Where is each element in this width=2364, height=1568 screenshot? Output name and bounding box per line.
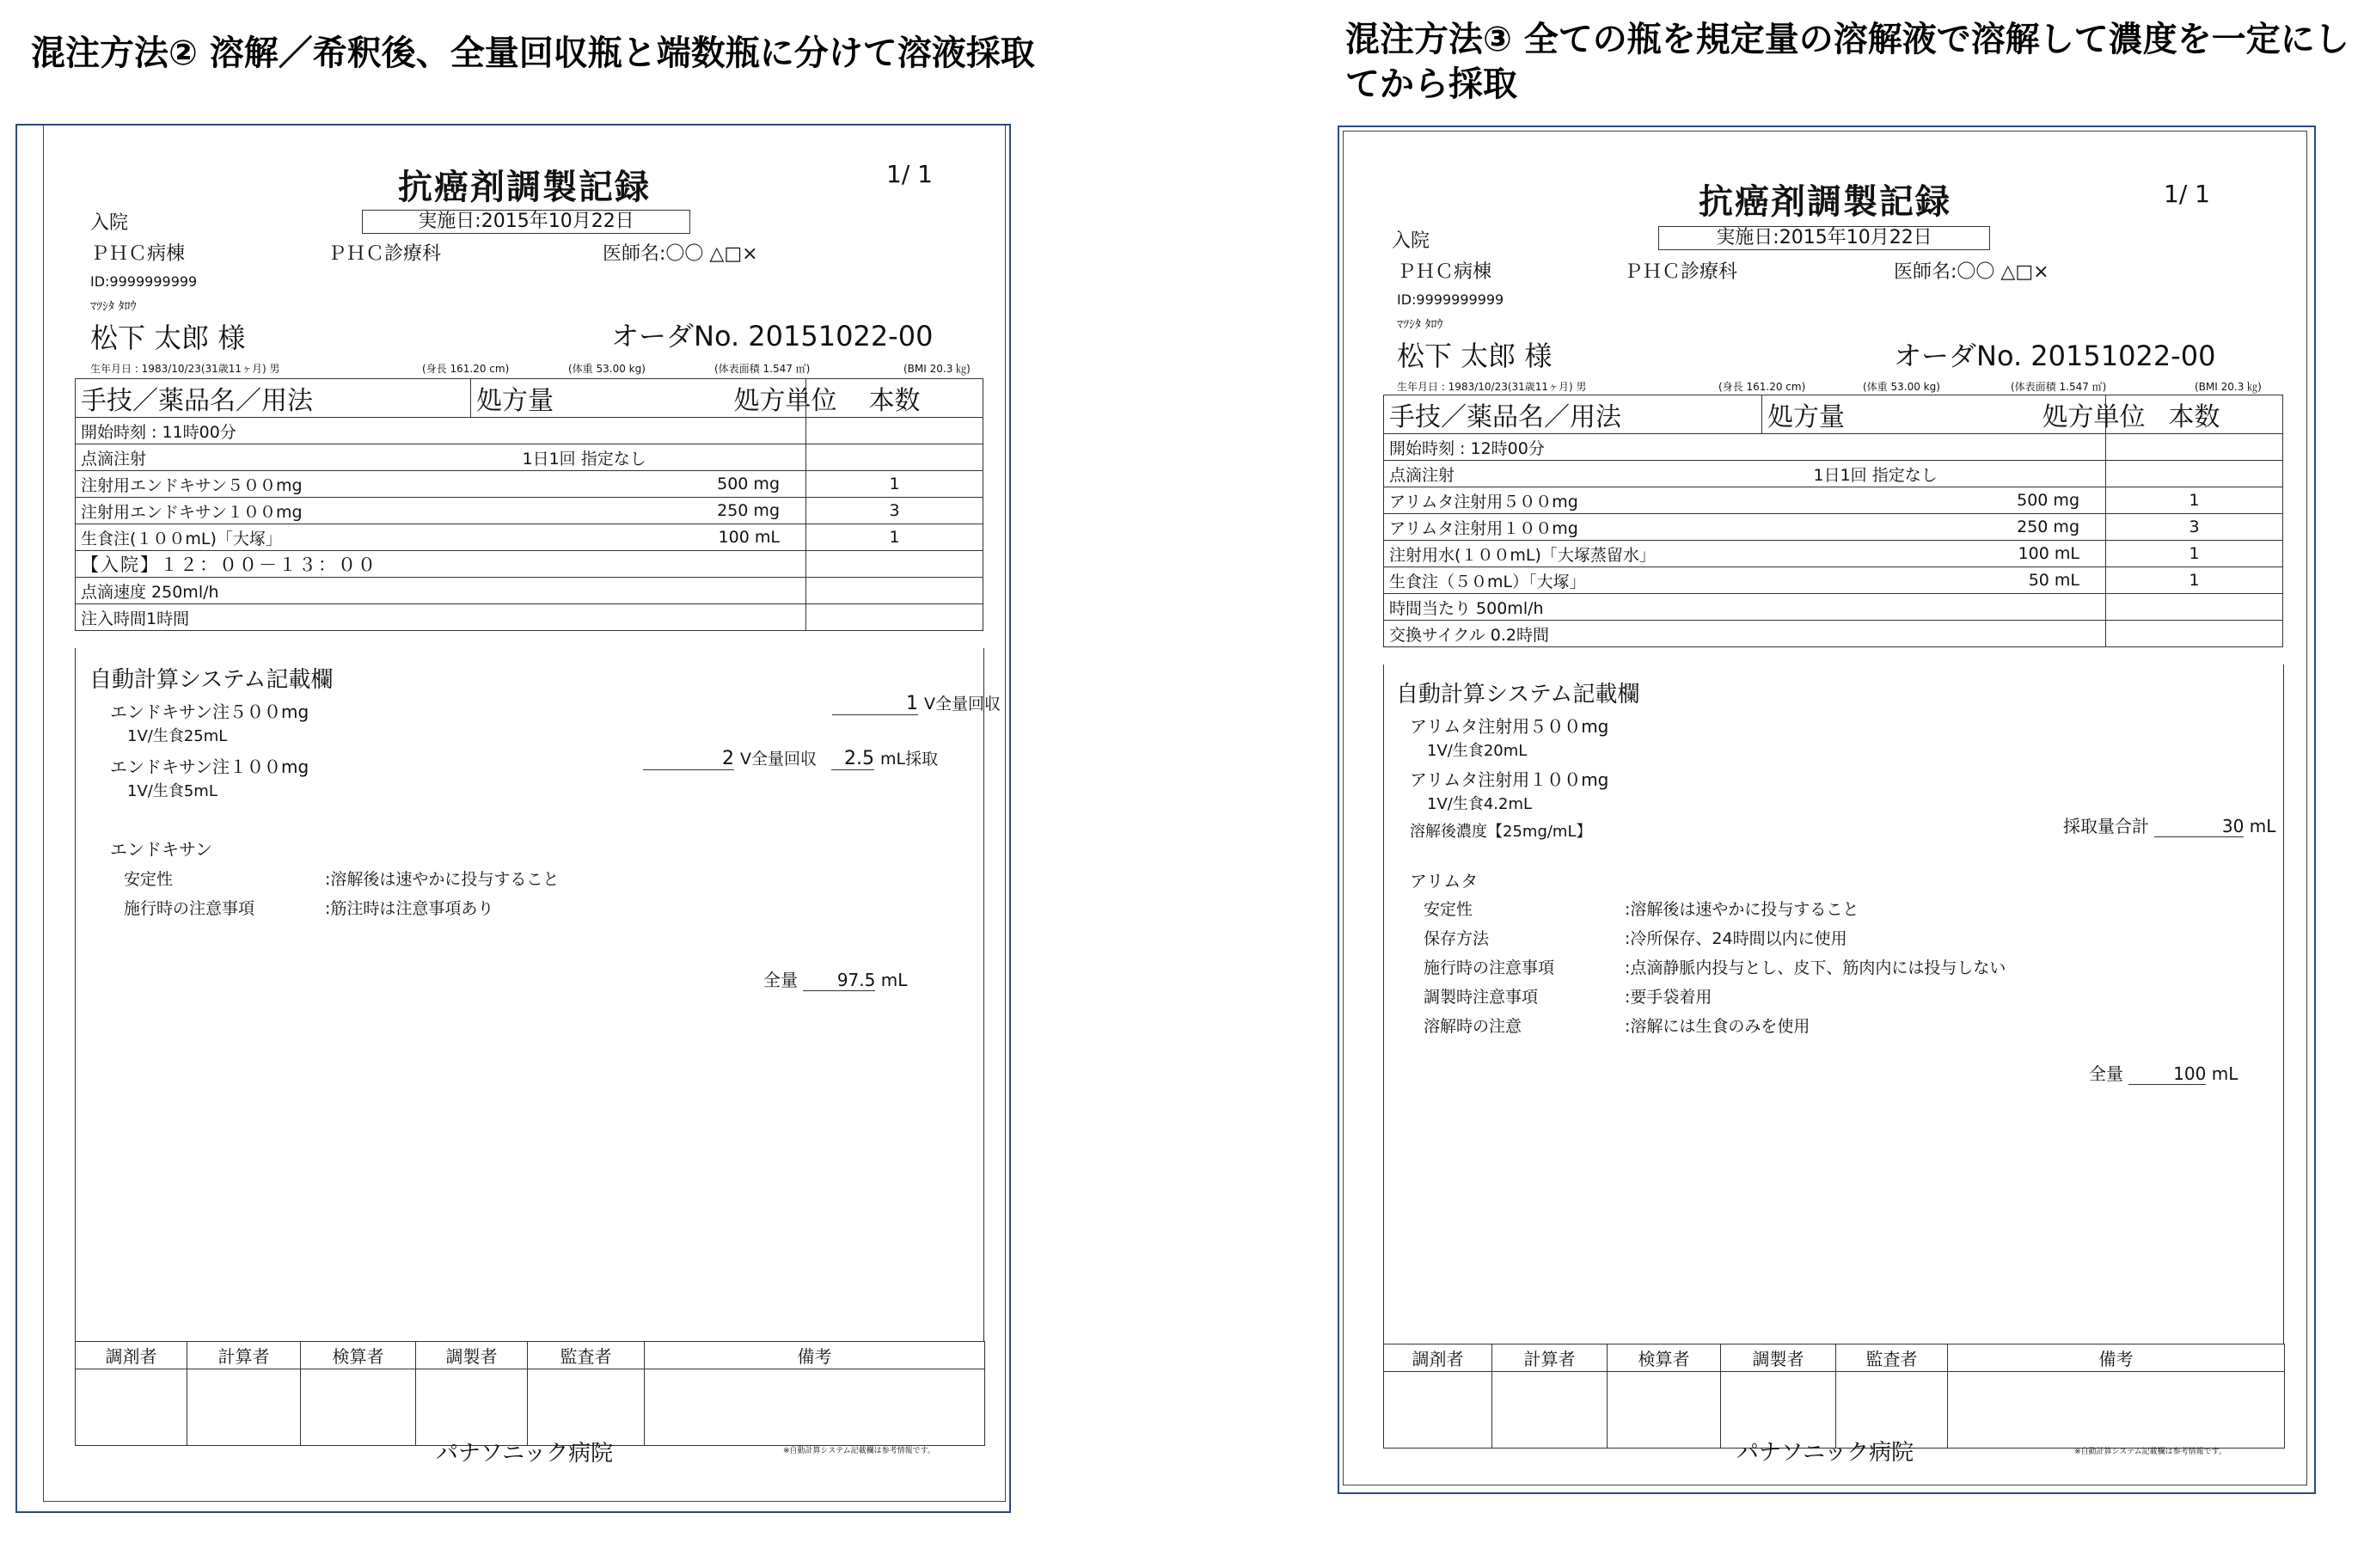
header-count: 本数 xyxy=(2106,395,2283,434)
drug-name: エンドキサン xyxy=(110,839,212,860)
auto-calculation-section xyxy=(1383,665,2284,1344)
signature-header: 備考 xyxy=(1948,1344,2285,1372)
signature-header: 調製者 xyxy=(416,1342,528,1369)
table-row: 点滴注射 1日1回 指定なし xyxy=(1384,461,2283,487)
table-row: 生食注（５０mL）「大塚」 50 mL 1 xyxy=(1384,567,2283,594)
header-quantity: 処方量 xyxy=(471,379,729,418)
table-row: 交換サイクル 0.2時間 xyxy=(1384,621,2283,647)
note-value: :冷所保存、24時間以内に使用 xyxy=(1625,929,1847,948)
signature-cell[interactable] xyxy=(76,1369,187,1446)
table-row: 注射用水(１００mL)「大塚蒸留水」 100 mL 1 xyxy=(1384,541,2283,567)
auto-item-2-dilution: 1V/生食4.2mL xyxy=(1427,795,1533,813)
auto-item-2-dilution: 1V/生食5mL xyxy=(127,782,217,800)
patient-name: 松下 太郎 様 xyxy=(1397,340,1553,372)
signature-cell[interactable] xyxy=(416,1369,528,1446)
hospital-name: パナソニック病院 xyxy=(435,1441,614,1467)
signature-table xyxy=(1383,1344,2285,1449)
table-row: 注入時間1時間 xyxy=(76,604,983,631)
page-number: 1/ 1 xyxy=(2164,180,2210,208)
note-key: 安定性 xyxy=(1424,900,1473,919)
doctor-name: 医師名:〇〇 △□× xyxy=(603,243,758,265)
height-info: (身長 161.20 cm) xyxy=(422,363,510,375)
table-row: アリムタ注射用１００mg 250 mg 3 xyxy=(1384,514,2283,541)
signature-table xyxy=(75,1341,985,1446)
prescription-table xyxy=(1383,395,2283,647)
auto-item-2: アリムタ注射用１００mg xyxy=(1410,769,1609,790)
caption-method-3: 混注方法③ 全ての瓶を規定量の溶解液で溶解して濃度を一定にしてから採取 xyxy=(1345,20,2349,104)
header-procedure: 手技／薬品名／用法 xyxy=(1384,395,1762,434)
auto-item-2: エンドキサン注１００mg xyxy=(110,756,309,777)
signature-cell[interactable] xyxy=(301,1369,416,1446)
table-row: 【入院】１２：００－１３：００ xyxy=(76,551,983,578)
signature-header: 監査者 xyxy=(1836,1344,1948,1372)
signature-header: 計算者 xyxy=(1492,1344,1608,1372)
auto-calc-header: 自動計算システム記載欄 xyxy=(1396,682,1640,707)
note-value: :溶解には生食のみを使用 xyxy=(1625,1017,1810,1036)
execution-date: 実施日:2015年10月22日 xyxy=(362,210,690,234)
auto-item-1-dilution: 1V/生食20mL xyxy=(1427,742,1528,760)
auto-item-1-dilution: 1V/生食25mL xyxy=(127,727,228,745)
table-row: 注射用エンドキサン１００mg 250 mg 3 xyxy=(76,498,983,524)
department-name: ＰＨＣ診療科 xyxy=(328,243,442,265)
auto-item-1: エンドキサン注５００mg xyxy=(110,701,309,722)
left-document-frame xyxy=(15,124,1011,1513)
note-key: 保存方法 xyxy=(1424,929,1490,948)
note-value: :点滴静脈内投与とし、皮下、筋肉内には投与しない xyxy=(1625,959,2006,977)
prescription-header-row xyxy=(1384,395,2283,434)
header-unit: 処方単位 xyxy=(729,379,806,418)
signature-header: 計算者 xyxy=(187,1342,301,1369)
department-name: ＰＨＣ診療科 xyxy=(1624,261,1738,283)
note-key: 施行時の注意事項 xyxy=(124,899,255,918)
header-count: 本数 xyxy=(806,379,983,418)
signature-header: 備考 xyxy=(645,1342,985,1369)
drug-name: アリムタ xyxy=(1410,871,1479,891)
note-value: :筋注時は注意事項あり xyxy=(325,899,494,918)
bsa-info: (体表面積 1.547 ㎡) xyxy=(714,363,811,375)
patient-id: ID:9999999999 xyxy=(1397,291,1504,308)
patient-kana: ﾏﾂｼﾀ ﾀﾛｳ xyxy=(1397,318,1443,332)
bsa-info: (体表面積 1.547 ㎡) xyxy=(2011,381,2107,393)
execution-date: 実施日:2015年10月22日 xyxy=(1658,226,1990,250)
order-number: オーダNo. 20151022-00 xyxy=(611,320,934,352)
ward-name: ＰＨＣ病棟 xyxy=(1397,261,1492,283)
signature-header: 調製者 xyxy=(1721,1344,1836,1372)
doctor-name: 医師名:〇〇 △□× xyxy=(1894,261,2049,283)
admission-label: 入院 xyxy=(90,212,129,234)
table-row: 注射用エンドキサン５００mg 500 mg 1 xyxy=(76,471,983,498)
signature-header: 監査者 xyxy=(528,1342,645,1369)
table-row: アリムタ注射用５００mg 500 mg 1 xyxy=(1384,487,2283,514)
caption-method-2: 混注方法② 溶解／希釈後、全量回収瓶と端数瓶に分けて溶液採取 xyxy=(31,34,1035,73)
table-row: 生食注(１００mL)「大塚」 100 mL 1 xyxy=(76,524,983,551)
bmi-info: (BMI 20.3 ㎏) xyxy=(903,363,971,375)
note-value: :溶解後は速やかに投与すること xyxy=(325,870,560,889)
weight-info: (体重 53.00 kg) xyxy=(1863,381,1940,393)
remarks-cell[interactable] xyxy=(645,1369,985,1446)
prescription-header-row xyxy=(76,379,983,418)
left-record-page xyxy=(43,126,1006,1502)
birth-info: 生年月日 : 1983/10/23(31歳11ヶ月) 男 xyxy=(1397,381,1587,393)
header-procedure: 手技／薬品名／用法 xyxy=(76,379,471,418)
patient-kana: ﾏﾂｼﾀ ﾀﾛｳ xyxy=(90,300,137,314)
note-value: :要手袋着用 xyxy=(1625,988,1712,1007)
record-title: 抗癌剤調製記録 xyxy=(1699,182,1951,222)
auto-item-2-recovery: 2 V全量回収 2.5 mL採取 xyxy=(643,746,938,770)
weight-info: (体重 53.00 kg) xyxy=(568,363,646,375)
note-key: 安定性 xyxy=(124,870,174,889)
patient-name: 松下 太郎 様 xyxy=(90,322,246,354)
table-row: 点滴注射 1日1回 指定なし xyxy=(76,444,983,471)
auto-item-1-recovery: 1 V全量回収 xyxy=(832,691,1001,715)
patient-id: ID:9999999999 xyxy=(90,273,198,290)
header-quantity: 処方量 xyxy=(1762,395,2037,434)
total-volume: 全量 100 mL xyxy=(2089,1063,2238,1084)
auto-calculation-section xyxy=(75,648,1001,1341)
table-row: 開始時刻 : 12時00分 xyxy=(1384,434,2283,461)
signature-header: 調剤者 xyxy=(76,1342,187,1369)
record-title: 抗癌剤調製記録 xyxy=(398,168,651,207)
footnote: ※自動計算システム記載欄は参考情報です。 xyxy=(2074,1448,2226,1456)
note-value: :溶解後は速やかに投与すること xyxy=(1625,900,1859,919)
signature-header: 検算者 xyxy=(301,1342,416,1369)
footnote: ※自動計算システム記載欄は参考情報です。 xyxy=(783,1447,935,1455)
note-key: 溶解時の注意 xyxy=(1424,1017,1522,1036)
admission-label: 入院 xyxy=(1392,230,1430,252)
height-info: (身長 161.20 cm) xyxy=(1718,381,1806,393)
ward-name: ＰＨＣ病棟 xyxy=(90,243,186,265)
right-document-frame xyxy=(1338,126,2316,1494)
note-key: 施行時の注意事項 xyxy=(1424,959,1555,977)
table-row: 点滴速度 250ml/h xyxy=(76,578,983,604)
hospital-name: パナソニック病院 xyxy=(1736,1440,1914,1466)
signature-cell[interactable] xyxy=(187,1369,301,1446)
prescription-table xyxy=(75,378,983,631)
note-key: 調製時注意事項 xyxy=(1424,988,1539,1007)
page-number: 1/ 1 xyxy=(886,160,933,188)
header-unit: 処方単位 xyxy=(2037,395,2106,434)
signature-cell[interactable] xyxy=(528,1369,645,1446)
signature-header: 検算者 xyxy=(1608,1344,1721,1372)
table-row: 開始時刻 : 11時00分 xyxy=(76,418,983,444)
concentration: 溶解後濃度【25mg/mL】 xyxy=(1410,823,1592,841)
auto-calc-header: 自動計算システム記載欄 xyxy=(89,667,334,693)
sample-total: 採取量合計 30 mL xyxy=(2063,816,2276,836)
birth-info: 生年月日 : 1983/10/23(31歳11ヶ月) 男 xyxy=(90,363,280,375)
bmi-info: (BMI 20.3 ㎏) xyxy=(2195,381,2262,393)
order-number: オーダNo. 20151022-00 xyxy=(1894,340,2216,372)
total-volume: 全量 97.5 mL xyxy=(763,970,908,990)
right-record-page xyxy=(1343,131,2307,1485)
table-row: 時間当たり 500ml/h xyxy=(1384,594,2283,621)
auto-item-1: アリムタ注射用５００mg xyxy=(1410,716,1609,737)
signature-header: 調剤者 xyxy=(1384,1344,1492,1372)
